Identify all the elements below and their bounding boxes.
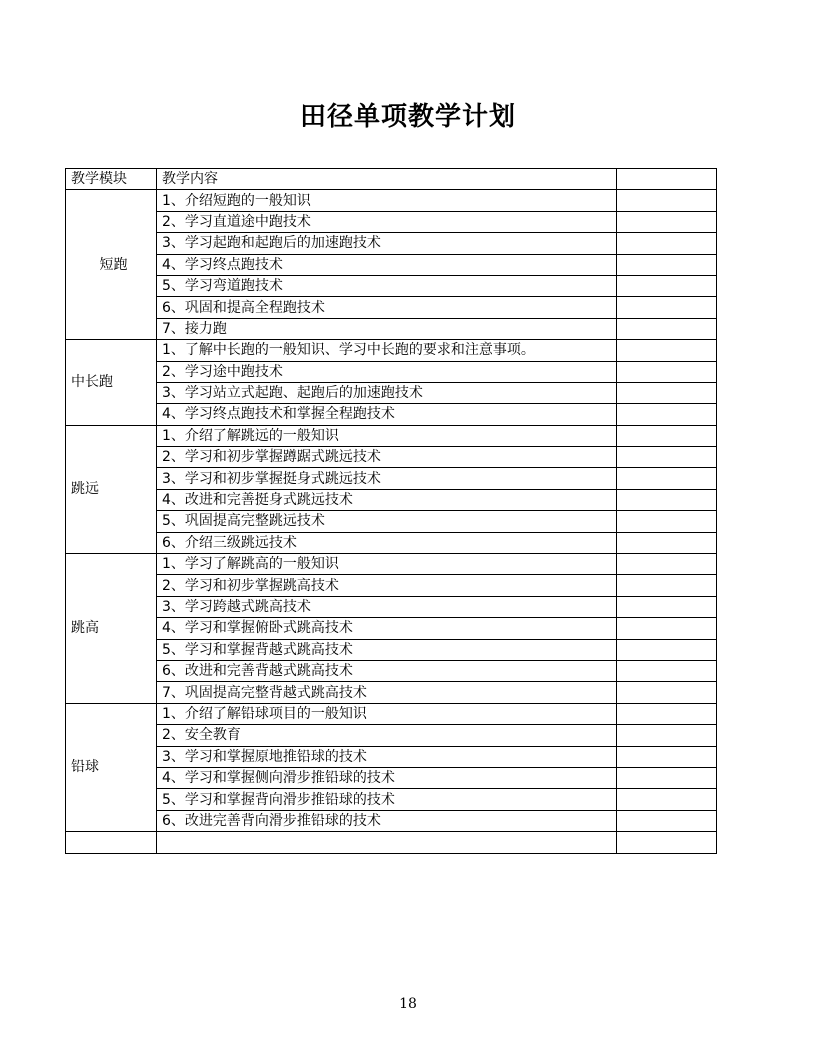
table-row (66, 211, 717, 232)
content-item: 3、学习和初步掌握挺身式跳远技术 (157, 468, 617, 489)
extra-cell (617, 425, 717, 446)
content-item: 3、学习站立式起跑、起跑后的加速跑技术 (157, 382, 617, 403)
header-content: 教学内容 (157, 169, 617, 190)
extra-cell (617, 511, 717, 532)
module-name: 跳远 (66, 425, 157, 553)
extra-cell (617, 297, 717, 318)
table-row (66, 596, 717, 617)
content-item: 2、学习和初步掌握蹲踞式跳远技术 (157, 447, 617, 468)
extra-cell (617, 254, 717, 275)
header-extra (617, 169, 717, 190)
table-row (66, 789, 717, 810)
content-item: 6、改进完善背向滑步推铅球的技术 (157, 810, 617, 831)
table-row (66, 233, 717, 254)
table-row (66, 489, 717, 510)
content-item: 3、学习跨越式跳高技术 (157, 596, 617, 617)
table-row (66, 660, 717, 681)
extra-cell (617, 725, 717, 746)
content-item: 7、接力跑 (157, 318, 617, 339)
extra-cell (617, 596, 717, 617)
table-row (66, 275, 717, 296)
empty-row (66, 832, 717, 853)
extra-cell (617, 810, 717, 831)
extra-cell (617, 746, 717, 767)
teaching-plan-table (65, 168, 717, 854)
extra-cell (617, 318, 717, 339)
content-item: 6、介绍三级跳远技术 (157, 532, 617, 553)
table-row (66, 254, 717, 275)
extra-cell (617, 789, 717, 810)
extra-cell (617, 682, 717, 703)
extra-cell (617, 447, 717, 468)
table-row (66, 425, 717, 446)
table-row (66, 318, 717, 339)
table-row (66, 746, 717, 767)
content-item: 5、学习弯道跑技术 (157, 275, 617, 296)
content-item: 1、介绍了解跳远的一般知识 (157, 425, 617, 446)
content-item: 1、介绍了解铅球项目的一般知识 (157, 703, 617, 724)
content-item: 3、学习起跑和起跑后的加速跑技术 (157, 233, 617, 254)
extra-cell (617, 639, 717, 660)
extra-cell (617, 703, 717, 724)
content-item: 6、改进和完善背越式跳高技术 (157, 660, 617, 681)
extra-cell (617, 404, 717, 425)
content-item: 4、学习终点跑技术和掌握全程跑技术 (157, 404, 617, 425)
table-row (66, 340, 717, 361)
content-item: 3、学习和掌握原地推铅球的技术 (157, 746, 617, 767)
table-row (66, 725, 717, 746)
table-row (66, 618, 717, 639)
content-item: 1、介绍短跑的一般知识 (157, 190, 617, 211)
table-row (66, 404, 717, 425)
table-row (66, 532, 717, 553)
table-row (66, 703, 717, 724)
header-module: 教学模块 (66, 169, 157, 190)
content-item: 1、学习了解跳高的一般知识 (157, 554, 617, 575)
extra-cell (617, 767, 717, 788)
extra-cell (617, 532, 717, 553)
content-item: 4、学习和掌握侧向滑步推铅球的技术 (157, 767, 617, 788)
extra-cell (617, 233, 717, 254)
extra-cell (617, 618, 717, 639)
extra-cell (617, 554, 717, 575)
content-item: 2、学习途中跑技术 (157, 361, 617, 382)
empty-cell (157, 832, 617, 853)
table-row (66, 767, 717, 788)
extra-cell (617, 361, 717, 382)
extra-cell (617, 190, 717, 211)
empty-cell (617, 832, 717, 853)
table-row (66, 361, 717, 382)
module-name: 铅球 (66, 703, 157, 831)
extra-cell (617, 660, 717, 681)
content-item: 4、学习终点跑技术 (157, 254, 617, 275)
table-row (66, 297, 717, 318)
module-name: 跳高 (66, 554, 157, 704)
table-row (66, 575, 717, 596)
content-item: 7、巩固提高完整背越式跳高技术 (157, 682, 617, 703)
table-row (66, 382, 717, 403)
extra-cell (617, 382, 717, 403)
extra-cell (617, 340, 717, 361)
table-row (66, 554, 717, 575)
content-item: 5、学习和掌握背向滑步推铅球的技术 (157, 789, 617, 810)
table-header-row (66, 169, 717, 190)
content-item: 4、改进和完善挺身式跳远技术 (157, 489, 617, 510)
module-name: 短跑 (66, 190, 157, 340)
table-row (66, 639, 717, 660)
extra-cell (617, 489, 717, 510)
content-item: 2、学习直道途中跑技术 (157, 211, 617, 232)
table-row (66, 468, 717, 489)
empty-cell (66, 832, 157, 853)
content-item: 5、巩固提高完整跳远技术 (157, 511, 617, 532)
extra-cell (617, 275, 717, 296)
page-number: 18 (399, 996, 417, 1012)
table-row (66, 682, 717, 703)
module-name: 中长跑 (66, 340, 157, 426)
table-row (66, 447, 717, 468)
content-item: 2、学习和初步掌握跳高技术 (157, 575, 617, 596)
table-row (66, 810, 717, 831)
content-item: 6、巩固和提高全程跑技术 (157, 297, 617, 318)
content-item: 1、了解中长跑的一般知识、学习中长跑的要求和注意事项。 (157, 340, 617, 361)
content-item: 2、安全教育 (157, 725, 617, 746)
table-row (66, 511, 717, 532)
content-item: 5、学习和掌握背越式跳高技术 (157, 639, 617, 660)
extra-cell (617, 211, 717, 232)
extra-cell (617, 468, 717, 489)
page-title: 田径单项教学计划 (299, 102, 516, 132)
content-item: 4、学习和掌握俯卧式跳高技术 (157, 618, 617, 639)
table-row (66, 190, 717, 211)
extra-cell (617, 575, 717, 596)
